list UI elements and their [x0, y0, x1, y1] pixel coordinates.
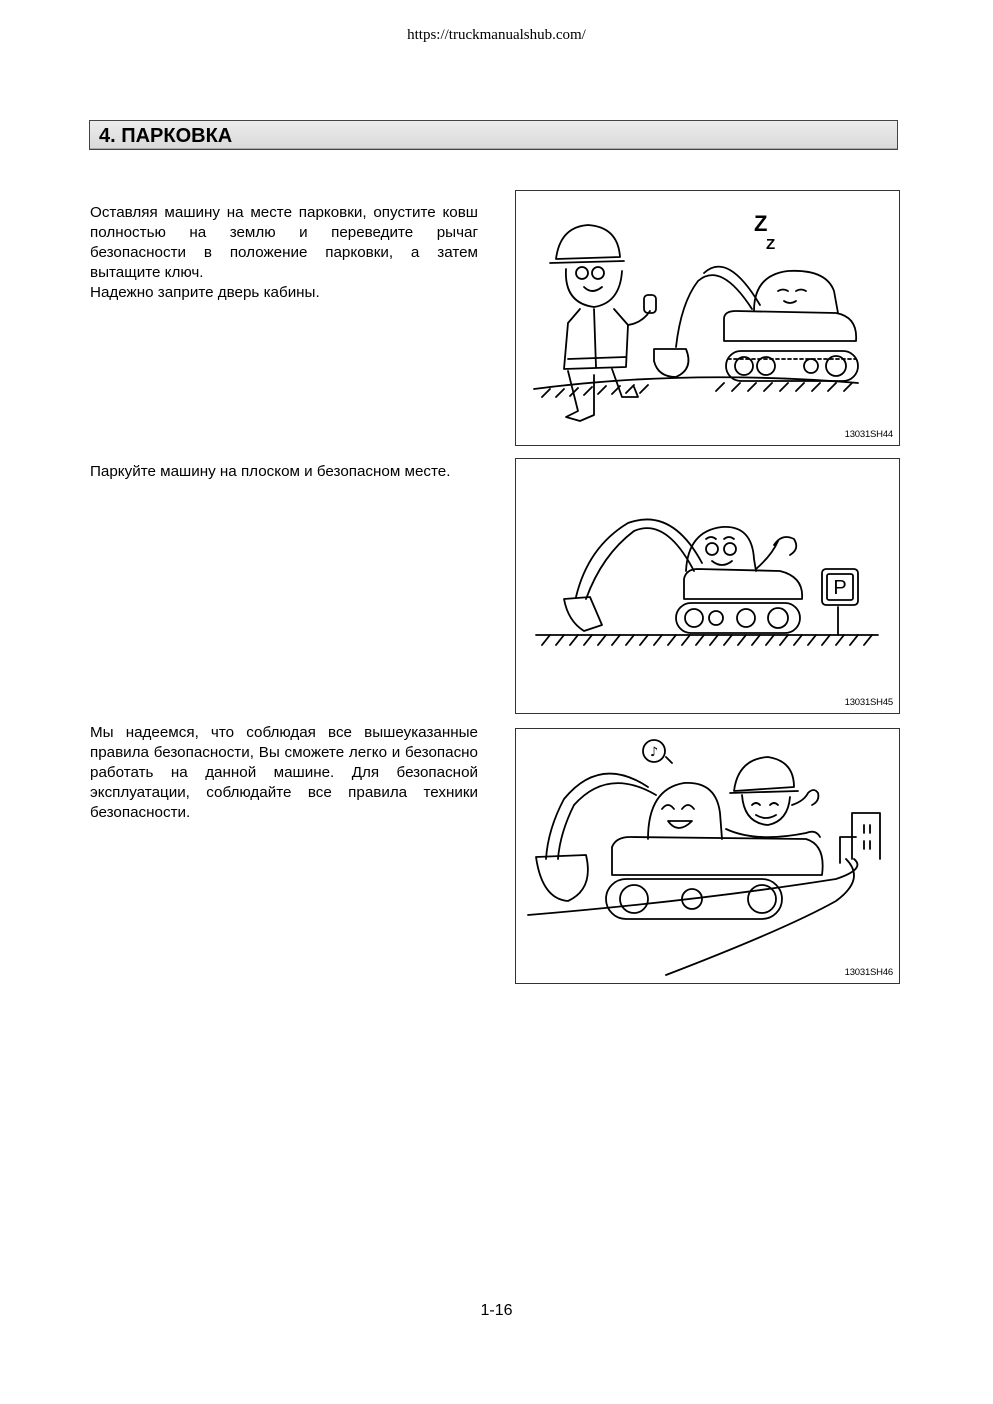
happy-excavator-illustration — [516, 729, 901, 985]
figure-code: 13031SH44 — [844, 429, 893, 440]
parking-instructions-text — [90, 203, 478, 303]
paragraph: Оставляя машину на месте парковки, опустите ковш полностью на землю и переведите рычаг безопасности в положение парковки, а затем вытащите ключ. — [90, 204, 478, 281]
paragraph: Надежно заприте дверь кабины. — [90, 284, 320, 301]
figure-code: 13031SH46 — [844, 967, 893, 978]
source-url: https://truckmanualshub.com/ — [407, 27, 586, 43]
paragraph: Паркуйте машину на плоском и безопасном месте. — [90, 463, 451, 480]
paragraph: Мы надеемся, что соблюдая все вышеуказанные правила безопасности, Вы сможете легко и безопасно работать на данной машине. Для безопасной эксплуатации, соблюдайте все правила техники безопасности. — [90, 724, 478, 821]
illustration-happy-operator-driving — [515, 728, 900, 984]
parking-place-text — [90, 462, 478, 482]
safety-conclusion-text — [90, 723, 478, 823]
sleep-z-mark: Z — [754, 211, 768, 236]
figure-code: 13031SH45 — [844, 697, 893, 708]
music-note-icon: ♪ — [649, 745, 659, 760]
illustration-operator-leaving-excavator — [515, 190, 900, 446]
operator-with-key-illustration — [516, 191, 901, 447]
sleep-z-mark-small: Z — [766, 236, 776, 253]
illustration-excavator-parking-sign — [515, 458, 900, 714]
excavator-parking-illustration — [516, 459, 901, 715]
parking-sign-letter: P — [833, 577, 847, 599]
page-number: 1-16 — [480, 1302, 513, 1319]
section-title: 4. ПАРКОВКА — [89, 120, 898, 150]
